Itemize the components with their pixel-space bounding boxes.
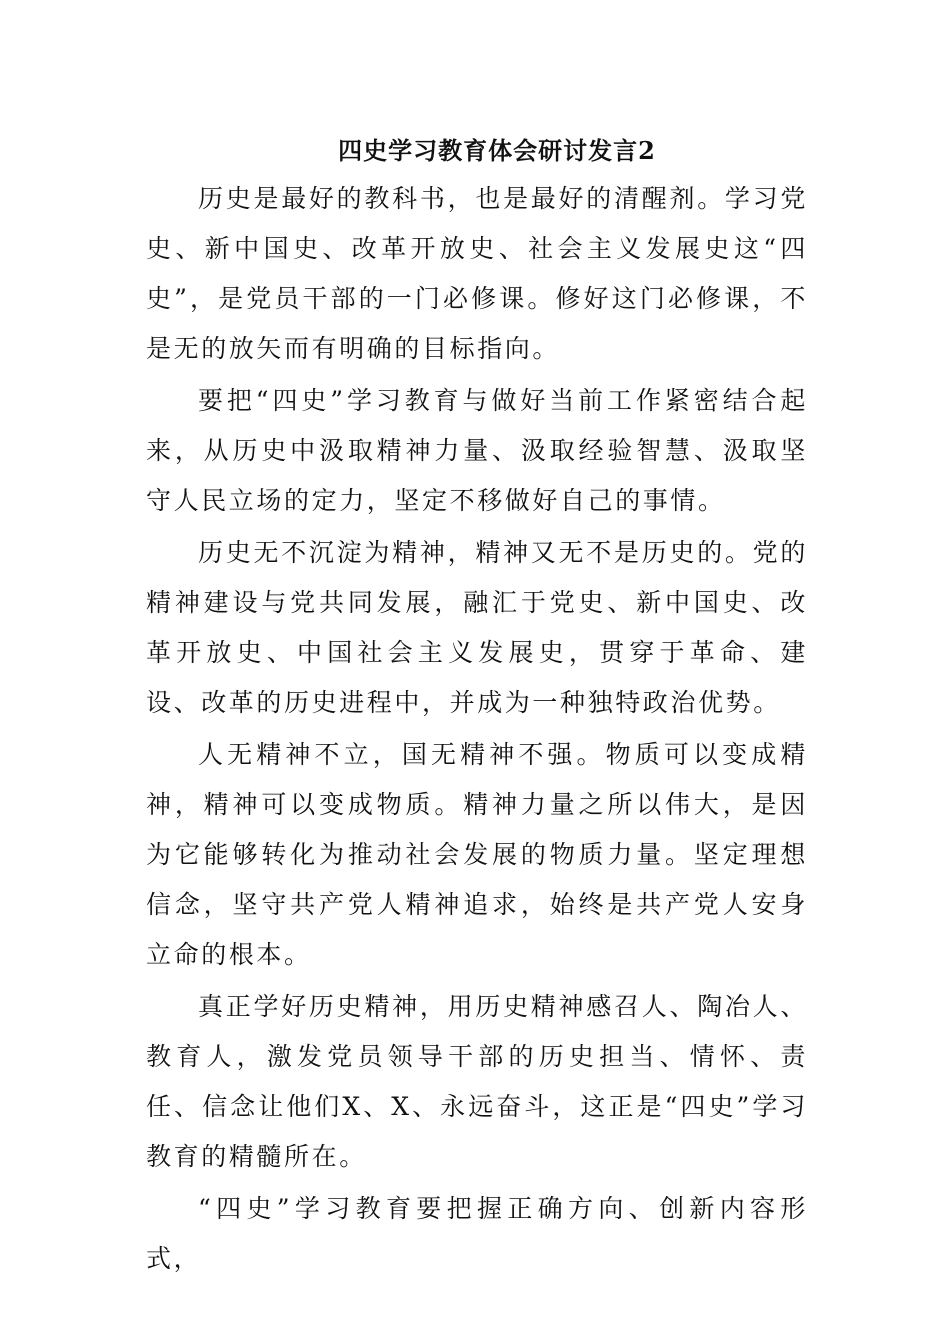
paragraph-6: “四史”学习教育要把握正确方向、创新内容形式， [146, 1194, 808, 1273]
paragraph-4: 人无精神不立，国无精神不强。物质可以变成精神，精神可以变成物质。精神力量之所以伟大，是因为它能够转化为推动社会发展的物质力量。坚定理想信念，坚守共产党人精神追求，始终是共产党人安身立命的根本。 [146, 740, 808, 969]
document-title: 四史学习教育体会研讨发言2 [338, 136, 656, 165]
paragraph-5: 真正学好历史精神，用历史精神感召人、陶冶人、教育人，激发党员领导干部的历史担当、情怀、责任、信念让他们X、X、永远奋斗，这正是“四史”学习教育的精髓所在。 [146, 992, 808, 1171]
paragraph-3: 历史无不沉淀为精神，精神又无不是历史的。党的精神建设与党共同发展，融汇于党史、新中国史、改革开放史、中国社会主义发展史，贯穿于革命、建设、改革的历史进程中，并成为一种独特政治优势。 [146, 538, 808, 717]
document-page [146, 134, 808, 1286]
paragraph-1: 历史是最好的教科书，也是最好的清醒剂。学习党史、新中国史、改革开放史、社会主义发展史这“四史”，是党员干部的一门必修课。修好这门必修课，不是无的放矢而有明确的目标指向。 [146, 184, 808, 363]
paragraph-2: 要把“四史”学习教育与做好当前工作紧密结合起来，从历史中汲取精神力量、汲取经验智慧、汲取坚守人民立场的定力，坚定不移做好自己的事情。 [146, 386, 808, 515]
